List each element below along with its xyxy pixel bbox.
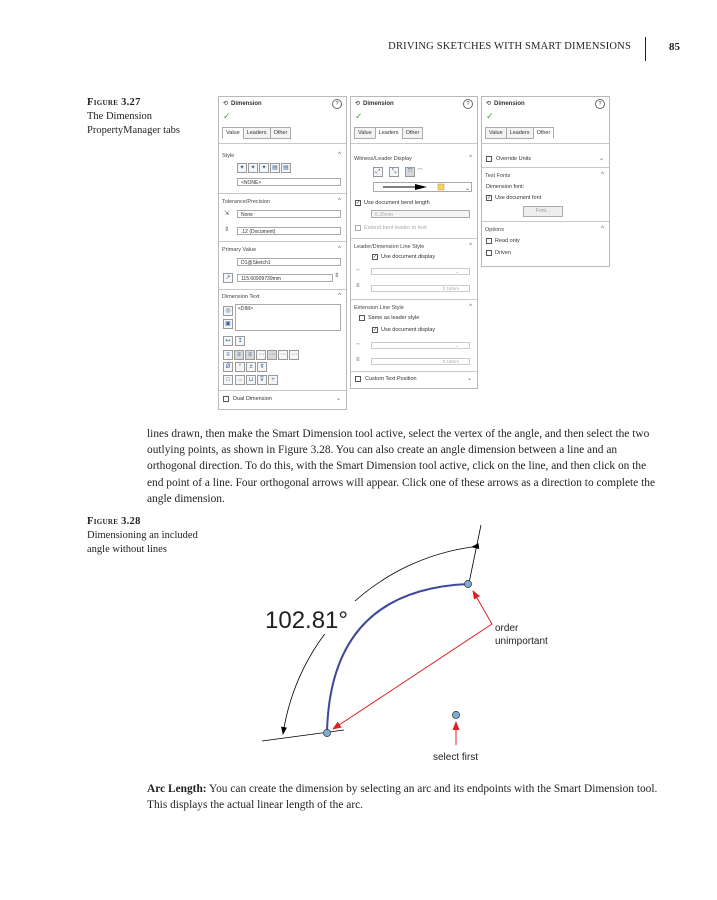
dual-dimension-label: Dual Dimension <box>233 396 272 402</box>
chevron-down-icon[interactable]: ⌄ <box>598 156 604 162</box>
line-thickness-icon: ≡ <box>356 357 360 363</box>
font-button[interactable]: Font... <box>523 206 563 217</box>
same-as-leader-label: Same as leader style <box>368 315 420 321</box>
centerline-symbol-icon[interactable]: ¢ <box>257 362 267 372</box>
ext-line-style-select[interactable]: ⌄ <box>371 342 470 349</box>
panel-title: ⟲ Dimension <box>355 101 394 107</box>
leader-use-doc-display-label: Use document display <box>381 254 436 260</box>
vertex-point[interactable] <box>452 711 459 718</box>
align-middle-icon[interactable]: ⋯ <box>269 352 275 358</box>
extend-leader-label: Extend bent leader to text <box>364 225 427 231</box>
page-number: 85 <box>669 41 680 53</box>
read-only-label: Read only <box>495 238 520 244</box>
use-doc-font-checkbox[interactable]: ✓ <box>487 195 492 201</box>
figure-327-label: Figure 3.27 <box>87 97 141 108</box>
leader-inside-icon[interactable]: ⤡ <box>389 167 399 177</box>
tab-leaders[interactable]: Leaders <box>375 127 403 139</box>
more-symbols-icon[interactable]: + <box>268 375 278 385</box>
dimension-text-group-header[interactable]: Dimension Text <box>222 294 260 300</box>
countersink-symbol-icon[interactable]: ⌵ <box>235 375 245 385</box>
unimportant-annotation: unimportant <box>495 636 548 647</box>
body-paragraph-1: lines drawn, then make the Smart Dimension tool active, select the vertex of the angle, and then select the two outlying points, as shown in Figure 3.28. You can also create an angle dimension between a line and an orthogonal direction. To do this, with the Smart Dimension tool active, click on the line, and then click on the end point of a line. Four orthogonal arrows will appear. Click one of these arrows as a direction to complete the angle dimension. <box>147 428 656 505</box>
justify-left-icon[interactable]: ↤ <box>223 336 233 346</box>
square-symbol-icon[interactable]: □ <box>223 375 233 385</box>
align-custom-icon[interactable]: ⋯ <box>291 352 297 358</box>
arc-length-text: You can create the dimension by selecting an arc and its endpoints with the Smart Dimension tool. This displays the actual linear length of the arc. <box>147 783 658 812</box>
figure-328-label: Figure 3.28 <box>87 516 141 527</box>
tab-value[interactable]: Value <box>354 127 376 139</box>
chevron-up-icon[interactable]: ^ <box>601 226 604 232</box>
witness-group-header[interactable]: Witness/Leader Display <box>354 156 412 162</box>
figure-328-caption-text: Dimensioning an included angle without lines <box>87 530 198 555</box>
reverse-direction-icon[interactable]: ↗ <box>223 273 233 283</box>
depth-symbol-icon[interactable]: ⊽ <box>257 375 267 385</box>
extension-line-top <box>469 525 481 583</box>
style-group-header[interactable]: Style <box>222 153 235 159</box>
tolerance-group-header[interactable]: Tolerance/Precision <box>222 199 270 205</box>
align-center-icon[interactable]: ≡ <box>234 350 244 360</box>
leader-smart-icon[interactable]: ⤧ <box>405 167 415 177</box>
order-annotation: order <box>495 623 519 634</box>
tab-other[interactable]: Other <box>533 127 555 139</box>
dimension-icon: ⟲ <box>355 101 361 107</box>
panel-title: ⟲ Dimension <box>223 101 262 107</box>
align-bottom-icon[interactable]: ⋯ <box>280 352 286 358</box>
panel-title: ⟲ Dimension <box>486 101 525 107</box>
dimension-arc <box>283 547 472 734</box>
dimension-text-area[interactable]: <DIM> <box>235 304 341 331</box>
primary-value-group-header[interactable]: Primary Value <box>222 247 257 253</box>
chevron-up-icon[interactable]: ^ <box>338 152 341 158</box>
precision-icon: ⇕ <box>224 227 230 233</box>
chevron-up-icon[interactable]: ^ <box>469 155 472 161</box>
extension-line-bottom <box>262 730 344 741</box>
chevron-up-icon[interactable]: ^ <box>601 172 604 178</box>
style-save-icon[interactable]: ▤ <box>270 163 280 173</box>
override-units-label: Override Units <box>496 156 532 162</box>
tab-other[interactable]: Other <box>270 127 292 139</box>
options-group-header[interactable]: Options <box>485 227 504 233</box>
dimension-icon: ⟲ <box>486 101 492 107</box>
chevron-down-icon[interactable]: ⌄ <box>335 396 341 402</box>
dimension-font-label: Dimension font: <box>486 184 525 190</box>
counterbore-symbol-icon[interactable]: ⊔ <box>246 375 256 385</box>
driven-label: Driven <box>495 250 511 256</box>
ok-check-icon[interactable]: ✓ <box>223 111 231 121</box>
leader-outside-icon[interactable]: ⤢ <box>373 167 383 177</box>
justify-center-icon[interactable]: ↥ <box>235 336 245 346</box>
ext-use-doc-display-checkbox[interactable]: ✓ <box>373 327 378 333</box>
primary-name-field[interactable]: D1@Sketch1 <box>237 258 341 266</box>
help-icon[interactable]: ? <box>595 99 605 109</box>
bend-length-field[interactable]: 6.35mm <box>371 210 470 218</box>
primary-value-field[interactable]: 115.60909739mm <box>237 274 333 282</box>
svg-text:⌄: ⌄ <box>465 186 471 191</box>
align-left-icon[interactable]: ≡ <box>223 350 233 360</box>
arc-endpoint-bottom[interactable] <box>323 729 330 736</box>
align-top-icon[interactable]: ⋯ <box>258 352 264 358</box>
degree-symbol-icon[interactable]: ° <box>235 362 245 372</box>
style-load-icon[interactable]: ▤ <box>281 163 291 173</box>
precision-select[interactable]: .12 (Document) <box>237 227 341 235</box>
tolerance-select[interactable]: None <box>237 210 341 218</box>
dim-text-add-icon[interactable]: ▣ <box>223 319 233 329</box>
leader-line-style-select[interactable]: ⌄ <box>371 268 470 275</box>
chevron-up-icon[interactable]: ^ <box>469 243 472 249</box>
help-icon[interactable]: ? <box>463 99 473 109</box>
line-style-icon: ┄ <box>356 268 360 274</box>
tab-value[interactable]: Value <box>485 127 507 139</box>
line-thickness-icon: ≡ <box>356 283 360 289</box>
help-icon[interactable]: ? <box>332 99 342 109</box>
ext-thickness-select[interactable]: 0.18mm <box>371 358 470 365</box>
diameter-symbol-icon[interactable]: Ø <box>223 362 233 372</box>
arc-endpoint-top[interactable] <box>464 580 471 587</box>
ok-check-icon[interactable]: ✓ <box>486 111 494 121</box>
ext-line-group-header[interactable]: Extension Line Style <box>354 305 404 311</box>
use-doc-font-label: Use document font <box>495 195 542 201</box>
spin-icon[interactable]: ⇕ <box>334 273 340 279</box>
figure-327-caption-text: The Dimension PropertyManager tabs <box>87 111 181 136</box>
ok-check-icon[interactable]: ✓ <box>355 111 363 121</box>
chevron-up-icon[interactable]: ^ <box>338 293 341 299</box>
red-arrow-to-bottom-point <box>333 624 492 729</box>
style-select[interactable]: <NONE> <box>237 178 341 186</box>
dim-text-icon[interactable]: ◎ <box>223 306 233 316</box>
chevron-up-icon[interactable]: ^ <box>338 198 341 204</box>
leader-thickness-select[interactable]: 0.18mm <box>371 285 470 292</box>
arc-length-lead: Arc Length: <box>147 783 207 795</box>
align-right-icon[interactable]: ≡ <box>245 350 255 360</box>
angle-value-label: 102.81° <box>265 607 349 634</box>
running-head-title: DRIVING SKETCHES WITH SMART DIMENSIONS <box>388 41 631 52</box>
line-style-icon: ┄ <box>356 342 360 348</box>
leader-style-group-header[interactable]: Leader/Dimension Line Style <box>354 244 425 250</box>
leader-use-doc-display-checkbox[interactable]: ✓ <box>373 254 378 260</box>
text-fonts-group-header[interactable]: Text Fonts <box>485 173 511 179</box>
custom-text-position-label: Custom Text Position <box>365 376 417 382</box>
chevron-up-icon[interactable]: ^ <box>338 246 341 252</box>
style-add-icon[interactable]: ✦ <box>237 163 247 173</box>
tab-leaders[interactable]: Leaders <box>506 127 534 139</box>
tab-leaders[interactable]: Leaders <box>243 127 271 139</box>
use-doc-bend-label: Use document bend length <box>364 200 430 206</box>
chevron-down-icon[interactable]: ⌄ <box>466 376 472 382</box>
use-doc-bend-checkbox[interactable]: ✓ <box>356 200 361 206</box>
ext-use-doc-display-label: Use document display <box>381 327 436 333</box>
tolerance-icon: ⇲ <box>224 211 230 217</box>
tab-other[interactable]: Other <box>402 127 424 139</box>
style-update-icon[interactable]: ✦ <box>248 163 258 173</box>
body-paragraph-2 <box>147 781 659 813</box>
chevron-up-icon[interactable]: ^ <box>469 304 472 310</box>
dimension-icon: ⟲ <box>223 101 229 107</box>
style-delete-icon[interactable]: ✦ <box>259 163 269 173</box>
red-arrow-to-top-point <box>473 591 492 624</box>
select-first-annotation: select first <box>433 752 479 763</box>
leader-arc-icon[interactable]: ⌒ <box>417 170 424 176</box>
plus-minus-symbol-icon[interactable]: ± <box>246 362 256 372</box>
tab-value[interactable]: Value <box>222 127 244 139</box>
